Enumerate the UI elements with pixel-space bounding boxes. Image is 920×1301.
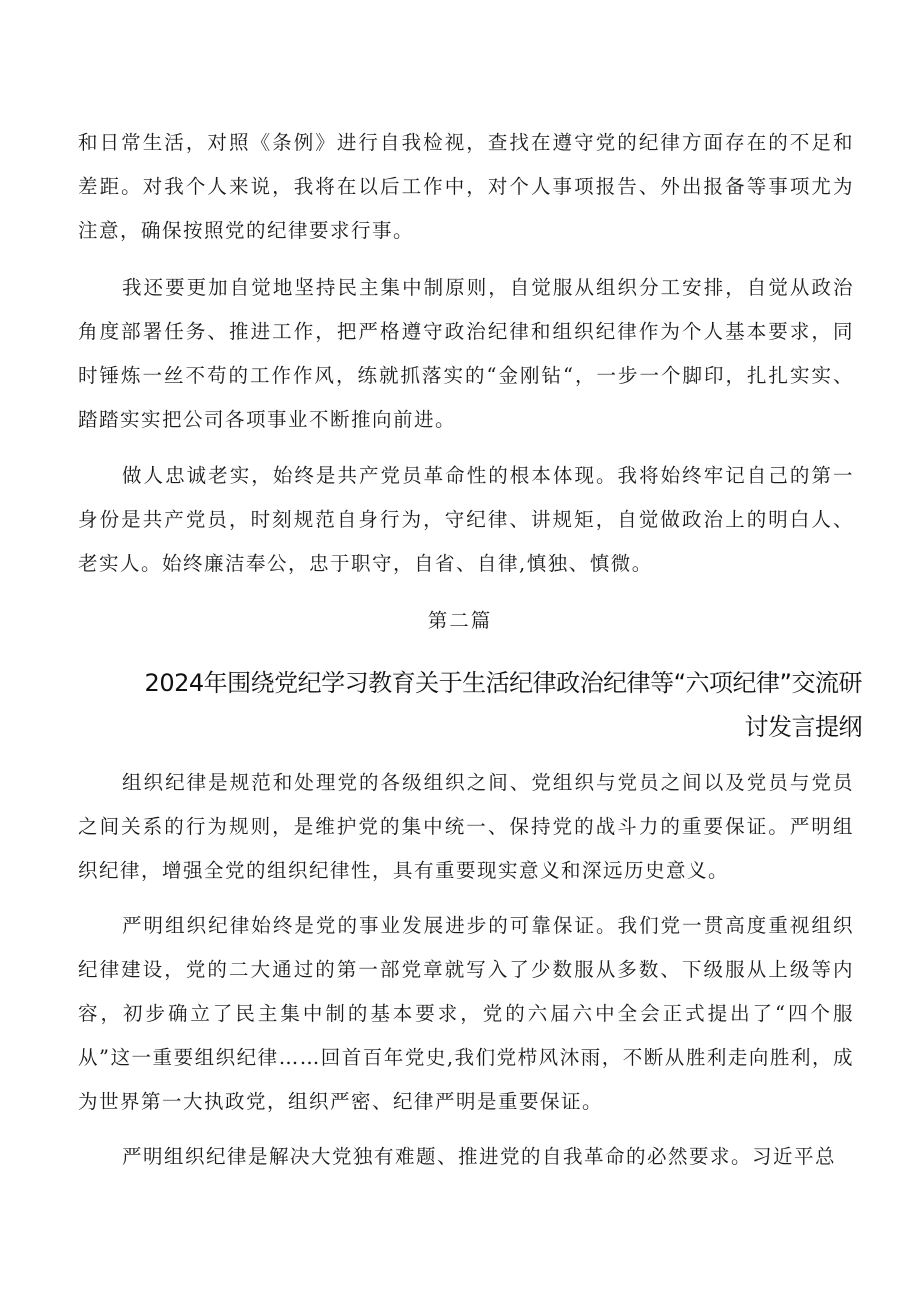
- title-line-1: 2024年围绕党纪学习教育关于生活纪律政治纪律等“六项纪律”交流研: [144, 669, 862, 697]
- body-paragraph: 严明组织纪律是解决大党独有难题、推进党的自我革命的必然要求。习近平总: [122, 1145, 837, 1168]
- body-paragraph: 做人忠诚老实，始终是共产党员革命性的根本体现。我将始终牢记自己的第一身份是共产党员，时刻规范自身行为，守纪律、讲规矩，自觉做政治上的明白人、老实人。始终廉洁奉公，忠于职守，自省、自律,慎独、慎微。: [78, 464, 854, 575]
- document-title: [80, 661, 862, 749]
- body-paragraph: 和日常生活，对照《条例》进行自我检视，查找在遵守党的纪律方面存在的不足和差距。对我个人来说，我将在以后工作中，对个人事项报告、外出报备等事项尤为注意，确保按照党的纪律要求行事。: [78, 131, 854, 242]
- title-line-2: 讨发言提纲: [744, 713, 862, 741]
- section-label: 第二篇: [427, 609, 493, 632]
- body-paragraph: 组织纪律是规范和处理党的各级组织之间、党组织与党员之间以及党员与党员之间关系的行为规则，是维护党的集中统一、保持党的战斗力的重要保证。严明组织纪律，增强全党的组织纪律性，具有重要现实意义和深远历史意义。: [78, 771, 854, 882]
- body-paragraph: 严明组织纪律始终是党的事业发展进步的可靠保证。我们党一贯高度重视组织纪律建设，党的二大通过的第一部党章就写入了少数服从多数、下级服从上级等内容，初步确立了民主集中制的基本要求，党的六届六中全会正式提出了“四个服从”这一重要组织纪律……回首百年党史,我们党栉风沐雨，不断从胜利走向胜利，成为世界第一大执政党，组织严密、纪律严明是重要保证。: [78, 914, 854, 1113]
- body-paragraph: 我还要更加自觉地坚持民主集中制原则，自觉服从组织分工安排，自觉从政治角度部署任务、推进工作，把严格遵守政治纪律和组织纪律作为个人基本要求，同时锤炼一丝不苟的工作作风，练就抓落实的“金刚钻“，一步一个脚印，扎扎实实、踏踏实实把公司各项事业不断推向前进。: [78, 276, 854, 431]
